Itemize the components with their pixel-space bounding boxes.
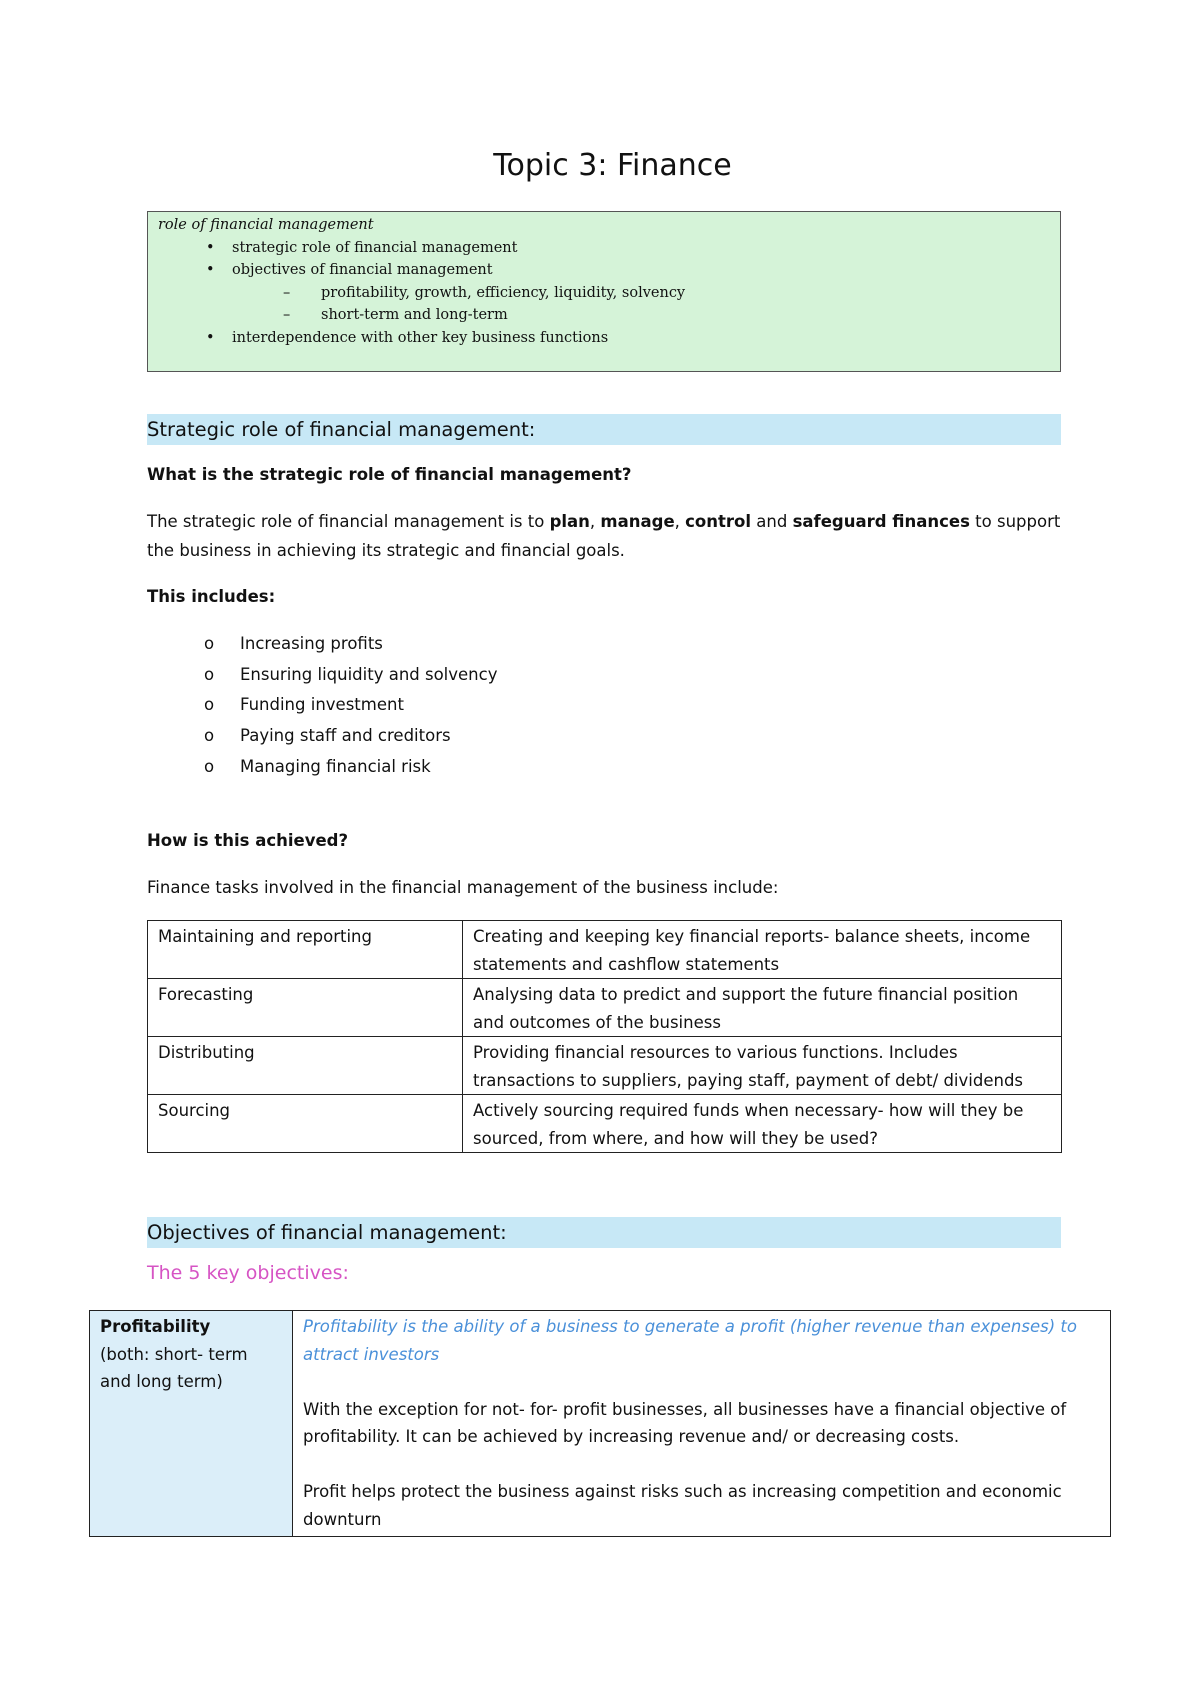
syllabus-subitem [158,282,1050,305]
objective-detail-cell [293,1311,1111,1537]
objective-name: Profitability [100,1317,211,1336]
syllabus-item-text: profitability, growth, efficiency, liquidity, solvency [321,284,686,301]
bold-term-plan: plan [549,512,590,531]
bullet-marker: • [206,239,215,256]
table-row [148,1037,1062,1095]
syllabus-item [158,259,1050,282]
list-item-text: Increasing profits [240,634,383,653]
objective-name-cell [90,1311,293,1537]
includes-list [147,629,497,782]
list-item-text: Managing financial risk [240,756,431,776]
spacer [303,1368,1100,1396]
syllabus-box [147,211,1061,372]
bullet-marker: o [204,664,215,684]
task-desc-cell: Providing financial resources to various functions. Includes transactions to suppliers, paying staff, payment of debt/ dividends [463,1037,1062,1095]
list-item-text: Funding investment [240,695,404,715]
syllabus-item-text: objectives of financial management [232,262,493,278]
objectives-table [89,1310,1111,1537]
syllabus-subitem [158,304,1050,327]
list-item [147,629,497,660]
syllabus-item-text: interdependence with other key business functions [232,329,609,346]
key-objectives-heading: The 5 key objectives: [147,1262,349,1284]
task-desc-cell: Analysing data to predict and support the future financial position and outcomes of the business [463,979,1062,1037]
syllabus-heading: role of financial management [158,217,374,233]
question-strategic-role: What is the strategic role of financial management? [147,465,632,484]
dash-marker: – [283,284,291,301]
bold-term-safeguard-finances: safeguard finances [792,512,970,531]
task-name-cell: Sourcing [148,1095,463,1153]
objective-term: (both: short- term and long term) [100,1344,248,1391]
list-item [147,752,497,783]
objective-paragraph: With the exception for not- for- profit businesses, all businesses have a financial objective of profitability. It can be achieved by increasing revenue and/ or decreasing costs. [303,1399,1067,1446]
section-heading-objectives: Objectives of financial management: [147,1217,1061,1248]
dash-marker: – [283,307,291,323]
bullet-marker: • [206,262,215,278]
text-run: to support the business in achieving its strategic and financial goals. [147,512,1061,560]
table-row [148,979,1062,1037]
question-how-achieved: How is this achieved? [147,831,349,850]
task-name-cell: Distributing [148,1037,463,1095]
task-name-cell: Maintaining and reporting [148,921,463,979]
task-desc-cell: Creating and keeping key financial reports- balance sheets, income statements and cashflow statements [463,921,1062,979]
includes-label: This includes: [147,587,276,606]
text-run: , [589,512,601,531]
task-name-cell: Forecasting [148,979,463,1037]
list-item [147,690,497,721]
task-desc-cell: Actively sourcing required funds when necessary- how will they be sourced, from where, and how will they be used? [463,1095,1062,1153]
bullet-marker: o [204,634,215,653]
strategic-role-paragraph [147,507,1077,565]
list-item [147,721,497,752]
syllabus-item-text: short-term and long-term [321,307,508,323]
bullet-marker: o [204,726,215,746]
spacer [303,1451,1100,1479]
bullet-marker: o [204,756,215,776]
table-row [148,1095,1062,1153]
finance-tasks-table [147,920,1062,1153]
table-row [90,1311,1111,1537]
text-run: and [751,512,793,531]
bullet-marker: o [204,695,215,715]
list-item [147,660,497,691]
syllabus-item [158,237,1050,260]
tasks-intro: Finance tasks involved in the financial management of the business include: [147,878,779,897]
objective-definition: Profitability is the ability of a business to generate a profit (higher revenue than expenses) to attract investors [303,1317,1077,1364]
text-run: The strategic role of financial management is to [147,512,550,531]
bold-term-manage: manage [600,512,675,531]
syllabus-item [158,327,1050,350]
bold-term-control: control [685,512,752,531]
bullet-marker: • [206,329,215,346]
section-heading-strategic-role: Strategic role of financial management: [147,414,1061,445]
list-item-text: Paying staff and creditors [240,726,451,746]
page-title: Topic 3: Finance [493,148,732,183]
list-item-text: Ensuring liquidity and solvency [240,664,498,684]
table-row [148,921,1062,979]
text-run: , [674,512,686,531]
objective-paragraph: Profit helps protect the business against risks such as increasing competition and economic downturn [303,1482,1062,1529]
syllabus-item-text: strategic role of financial management [232,239,518,256]
